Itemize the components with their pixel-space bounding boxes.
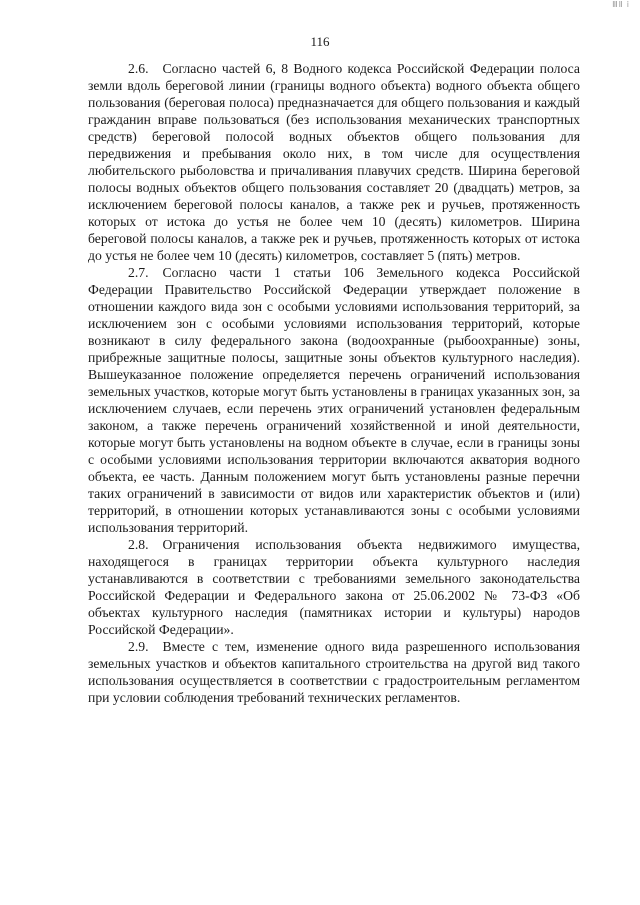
paragraph-text: Ограничения использования объекта недвижимого имущества, находящегося в границах территории объекта культурного наследия устанавливаются в соответствии с требованиями земельного законодательства Российской Федерации и Федерального закона от 25.06.2002 № 73-ФЗ «Об объектах культурного наследия (памятниках истории и культуры) народов Российской Федерации».	[88, 537, 580, 637]
paragraph-number: 2.9.	[128, 639, 149, 654]
corner-mark: ⅢⅡ ⅰ	[612, 0, 630, 9]
paragraph-text: Согласно части 1 статьи 106 Земельного кодекса Российской Федерации Правительство Российской Федерации утверждает положение в отношении каждого вида зон с особыми условиями использования территорий, за исключением зон с особыми условиями использования территорий, которые возникают в силу федерального закона (водоохранные (рыбоохранные) зоны, прибрежные защитные полосы, защитные зоны объектов культурного наследия). Вышеуказанное положение определяется перечень ограничений использования земельных участков, которые могут быть установлены в границах указанных зон, за исключением случаев, если перечень этих ограничений установлен федеральным законом, а также перечень ограничений хозяйственной и иной деятельности, которые могут быть установлены на водном объекте в случае, если в границы зоны с особыми условиями использования территории включаются акватория водного объекта, ее часть. Данным положением могут быть установлены разные перечни таких ограничений в зависимости от видов или характеристик объектов и (или) территорий, в отношении которых устанавливаются зоны с особыми условиями использования территорий.	[88, 265, 580, 535]
document-body	[88, 60, 580, 706]
page-number: 116	[310, 34, 330, 49]
paragraph-2-8	[88, 536, 580, 638]
paragraph-number: 2.7.	[128, 265, 149, 280]
paragraph-2-9	[88, 638, 580, 706]
paragraph-number: 2.6.	[128, 61, 149, 76]
paragraph-text: Согласно частей 6, 8 Водного кодекса Российской Федерации полоса земли вдоль береговой линии (границы водного объекта) водного объекта общего пользования (береговая полоса) предназначается для общего пользования и каждый гражданин вправе пользоваться (без использования механических транспортных средств) береговой полосой водных объектов общего пользования для передвижения и пребывания около них, в том числе для осуществления любительского рыболовства и причаливания плавучих средств. Ширина береговой полосы водных объектов общего пользования составляет 20 (двадцать) метров, за исключением береговой полосы каналов, а также рек и ручьев, протяженность которых от истока до устья не более чем 10 (десять) километров. Ширина береговой полосы каналов, а также рек и ручьев, протяженность которых от истока до устья не более чем 10 (десять) километров, составляет 5 (пять) метров.	[88, 61, 580, 263]
paragraph-number: 2.8.	[128, 537, 149, 552]
paragraph-2-7	[88, 264, 580, 536]
paragraph-2-6	[88, 60, 580, 264]
paragraph-text: Вместе с тем, изменение одного вида разрешенного использования земельных участков и объектов капитального строительства на другой вид такого использования осуществляется в соответствии с градостроительным регламентом при условии соблюдения требований технических регламентов.	[88, 639, 580, 705]
